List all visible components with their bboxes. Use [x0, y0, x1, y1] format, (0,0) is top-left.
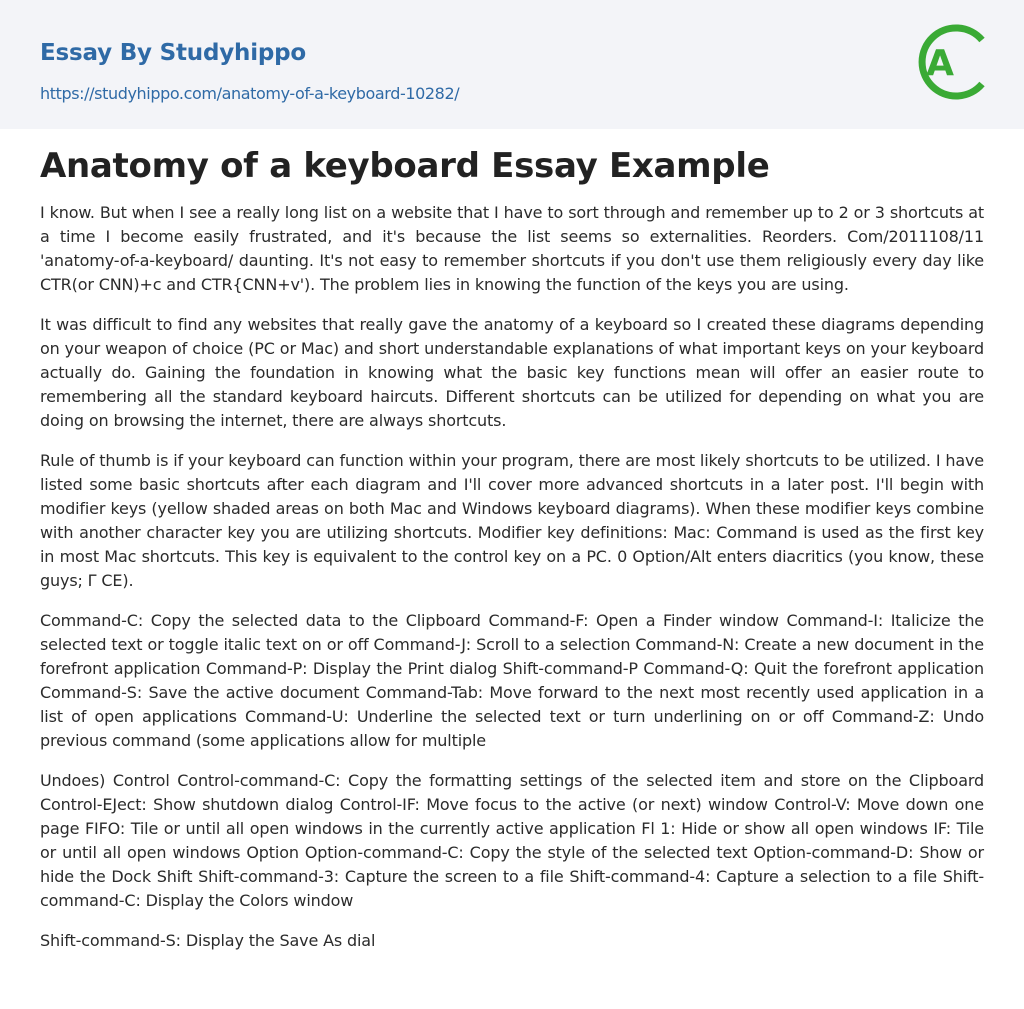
site-brand[interactable]: Essay By Studyhippo — [40, 40, 307, 66]
essay-paragraph: Rule of thumb is if your keyboard can function within your program, there are most likely shortcuts to be utilized. I have listed some basic shortcuts after each diagram and I'll cover more advanced shortcuts in a later post. I'll begin with modifier keys (yellow shaded areas on both Mac and Windows keyboard diagrams). When these modifier keys combine with another character key you are utilizing shortcuts. Modifier key definitions: Mac: Command is used as the first key in most Mac shortcuts. This key is equivalent to the control key on a PC. 0 Option/Alt enters diacritics (you know, these guys; Γ CE). — [40, 451, 984, 590]
essay-paragraph: Undoes) Control Control-command-C: Copy the formatting settings of the selected item and store on the Clipboard Control-EJect: Show shutdown dialog Control-IF: Move focus to the active (or next) window Control-V: Move down one page FIFO: Tile or until all open windows in the currently active application Fl 1: Hide or show all open windows IF: Tile or until all open windows Option Option-command-C: Copy the style of the selected text Option-command-D: Show or hide the Dock Shift Shift-command-3: Capture the screen to a file Shift-command-4: Capture a selection to a file Shift-command-C: Display the Colors window — [40, 771, 984, 910]
essay-paragraph: I know. But when I see a really long list on a website that I have to sort through and remember up to 2 or 3 shortcuts at a time I become easily frustrated, and it's because the list seems so externalities. Reorders. Com/2011108/11 'anatomy-of-a-keyboard/ daunting. It's not easy to remember shortcuts if you don't use them religiously every day like CTR(or CNN)+c and CTR{CNN+v'). The problem lies in knowing the function of the keys you are using. — [40, 203, 984, 294]
essay-body — [40, 201, 984, 969]
page-title: Anatomy of a keyboard Essay Example — [40, 146, 770, 186]
essay-paragraph: Shift-command-S: Display the Save As dial — [40, 931, 376, 950]
studyhippo-logo-icon[interactable] — [912, 19, 986, 105]
logo-letter: A — [926, 43, 954, 84]
essay-url-link[interactable]: https://studyhippo.com/anatomy-of-a-keyboard-10282/ — [40, 84, 460, 103]
essay-paragraph: It was difficult to find any websites that really gave the anatomy of a keyboard so I created these diagrams depending on your weapon of choice (PC or Mac) and short understandable explanations of what important keys on your keyboard actually do. Gaining the foundation in knowing what the basic key functions mean will offer an easier route to remembering all the standard keyboard haircuts. Different shortcuts can be utilized for depending on what you are doing on browsing the internet, there are always shortcuts. — [40, 315, 984, 430]
essay-paragraph: Command-C: Copy the selected data to the Clipboard Command-F: Open a Finder window Command-I: Italicize the selected text or toggle italic text on or off Command-J: Scroll to a selection Command-N: Create a new document in the forefront application Command-P: Display the Print dialog Shift-command-P Command-Q: Quit the forefront application Command-S: Save the active document Command-Tab: Move forward to the next most recently used application in a list of open applications Command-U: Underline the selected text or turn underlining on or off Command-Z: Undo previous command (some applications allow for multiple — [40, 611, 984, 750]
